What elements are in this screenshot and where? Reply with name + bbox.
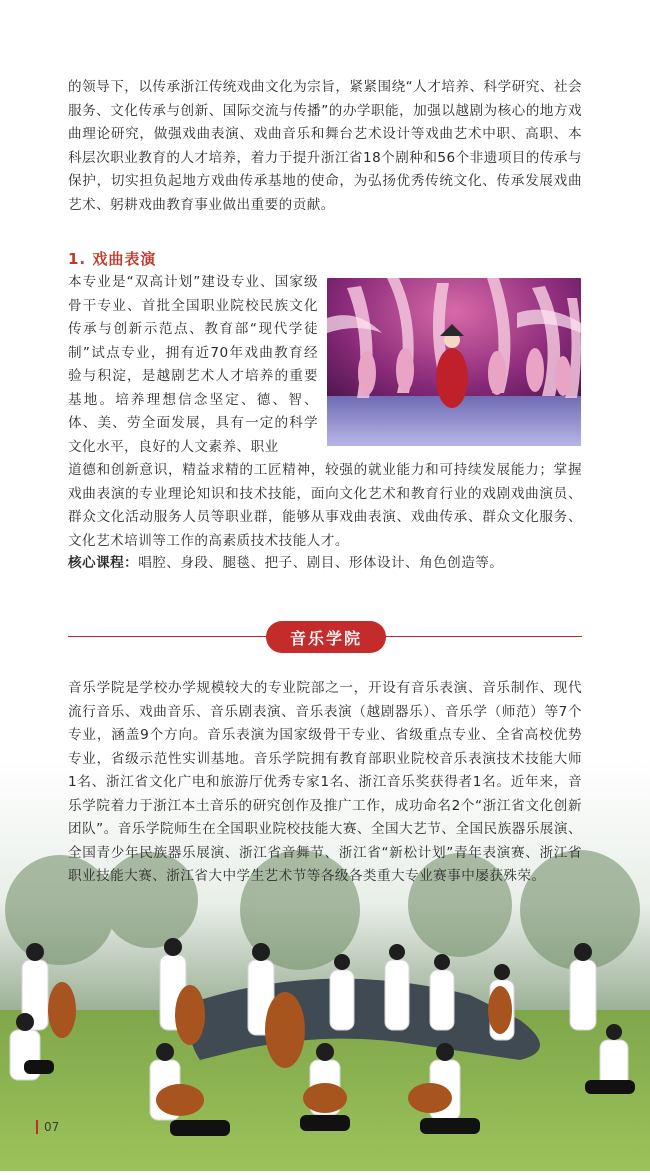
section-heading-opera: 1. 戏曲表演 xyxy=(68,250,157,268)
section-divider-left xyxy=(68,636,266,637)
opera-stage-photo xyxy=(327,278,581,446)
page-number: 07 xyxy=(36,1120,59,1134)
core-courses xyxy=(68,552,582,576)
section-divider-right xyxy=(386,636,582,637)
core-courses-text: 唱腔、身段、腿毯、把子、剧目、形体设计、角色创造等。 xyxy=(138,555,504,571)
opera-paragraph: 本专业是“双高计划”建设专业、国家级骨干专业、首批全国职业院校民族文化传承与创新示范点、教育部“现代学徒制”试点专业，拥有近70年戏曲教育经验与积淀，是越剧艺术人才培养的重要基地。培养理想信念坚定、德、智、体、美、劳全面发展，具有一定的科学文化水平，良好的人文素养、职业 xyxy=(68,274,318,455)
opera-paragraph-continued: 道德和创新意识，精益求精的工匠精神，较强的就业能力和可持续发展能力；掌握戏曲表演的专业理论知识和技术技能，面向文化艺术和教育行业的戏剧戏曲演员、群众文化活动服务人员等职业群，能够从事戏曲表演、戏曲传承、群众文化服务、文化艺术培训等工作的高素质技术技能人才。 xyxy=(68,462,582,549)
section-badge-music: 音乐学院 xyxy=(266,621,386,653)
intro-paragraph: 的领导下，以传承浙江传统戏曲文化为宗旨，紧紧围绕“人才培养、科学研究、社会服务、文化传承与创新、国际交流与传播”的办学职能，加强以越剧为核心的地方戏曲理论研究，做强戏曲表演、戏曲音乐和舞台艺术设计等戏曲艺术中职、高职、本科层次职业教育的人才培养，着力于提升浙江省18个剧种和56个非遗项目的传承与保护，切实担负起地方戏曲传承基地的使命，为弘扬优秀传统文化、传承发展戏曲艺术、躬耕戏曲教育事业做出重要的贡献。 xyxy=(68,79,582,213)
core-courses-label: 核心课程： xyxy=(68,555,139,571)
music-paragraph: 音乐学院是学校办学规模较大的专业院部之一，开设有音乐表演、音乐制作、现代流行音乐、戏曲音乐、音乐剧表演、音乐表演（越剧器乐）、音乐学（师范）等7个专业，涵盖9个方向。音乐表演为国家级骨干专业、省级重点专业、全省高校优势专业，省级示范性实训基地。音乐学院拥有教育部职业院校音乐表演技术技能大师1名、浙江省文化广电和旅游厅优秀专家1名、浙江音乐奖获得者1名。近年来，音乐学院着力于浙江本土音乐的研究创作及推广工作，成功命名2个“浙江省文化创新团队”。音乐学院师生在全国职业院校技能大赛、全国大艺节、全国民族器乐展演、全国青少年民族器乐展演、浙江省音舞节、浙江省“新松计划”青年表演赛、浙江省职业技能大赛、浙江省大中学生艺术节等各级各类重大专业赛事中屡获殊荣。 xyxy=(68,680,582,884)
